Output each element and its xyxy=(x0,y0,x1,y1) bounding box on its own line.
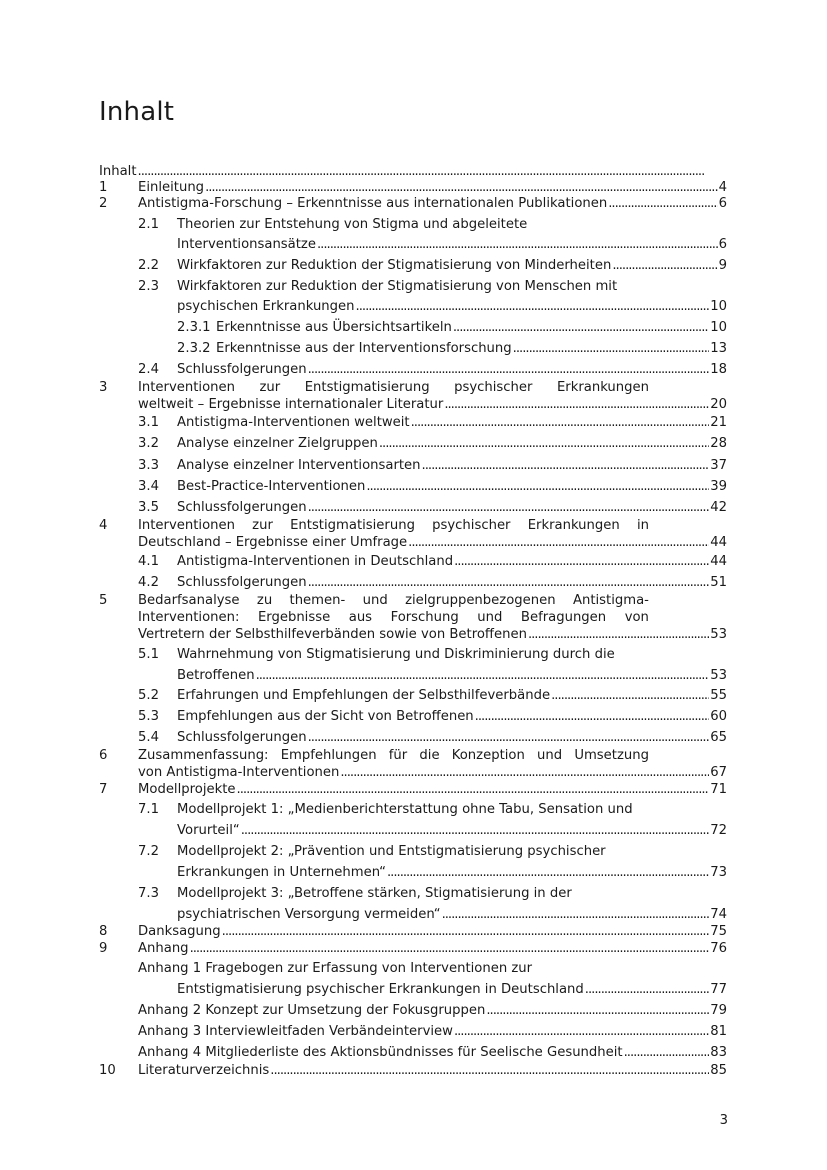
toc-entry-7-1[interactable] xyxy=(177,823,727,839)
dot-leader xyxy=(387,865,709,881)
dot-leader xyxy=(411,415,710,431)
toc-entry-3-3[interactable] xyxy=(177,458,727,474)
toc-page-number: 51 xyxy=(710,575,727,590)
toc-entry-chapter-4[interactable] xyxy=(138,535,727,551)
toc-number: 3.1 xyxy=(138,415,159,430)
toc-entry-einleitung[interactable] xyxy=(138,180,727,196)
toc-number: 3.5 xyxy=(138,500,159,515)
toc-entry-chapter-3[interactable] xyxy=(138,397,727,413)
toc-entry-chapter-9[interactable] xyxy=(138,941,727,957)
toc-entry-text: Schlussfolgerungen xyxy=(177,730,307,745)
toc-entry-text: Schlussfolgerungen xyxy=(177,362,307,377)
dot-leader xyxy=(444,397,709,413)
toc-number: 5.2 xyxy=(138,688,159,703)
toc-entry-text: Best-Practice-Interventionen xyxy=(177,479,366,494)
toc-entry-2-2[interactable] xyxy=(177,258,727,274)
toc-number: 8 xyxy=(99,924,108,939)
toc-entry-text-line2: Interventionen: Ergebnisse aus Forschung und Befragungen von xyxy=(138,610,649,625)
toc-number: 5 xyxy=(99,593,108,608)
toc-entry-text: Erkenntnisse aus der Interventionsforschung xyxy=(216,341,512,356)
dot-leader xyxy=(308,500,710,516)
toc-page-number: 77 xyxy=(710,982,727,997)
dot-leader xyxy=(408,535,709,551)
toc-page-number: 79 xyxy=(710,1003,727,1018)
toc-page-number: 4 xyxy=(718,180,727,195)
toc-entry-5-2[interactable] xyxy=(177,688,727,704)
dot-leader xyxy=(475,709,710,725)
dot-leader xyxy=(454,554,709,570)
toc-entry-text: psychiatrischen Versorgung vermeiden“ xyxy=(177,907,441,922)
dot-leader xyxy=(486,1003,709,1019)
toc-page-number: 39 xyxy=(710,479,727,494)
toc-number: 5.4 xyxy=(138,730,159,745)
toc-entry-text: Anhang 3 Interviewleitfaden Verbändeinterview xyxy=(138,1024,453,1039)
toc-page-number: 6 xyxy=(718,196,727,211)
toc-entry-text: Schlussfolgerungen xyxy=(177,575,307,590)
toc-entry-text: Erkrankungen in Unternehmen“ xyxy=(177,865,386,880)
toc-entry-text: Interventionsansätze xyxy=(177,237,316,252)
toc-entry-text: Antistigma-Forschung – Erkenntnisse aus internationalen Publikationen xyxy=(138,196,608,211)
dot-leader xyxy=(308,730,710,746)
toc-entry-4-2[interactable] xyxy=(177,575,727,591)
toc-entry-2-3-2[interactable] xyxy=(216,341,727,357)
dot-leader xyxy=(222,924,710,940)
toc-entry-inhalt[interactable] xyxy=(99,164,727,180)
toc-entry-5-1[interactable] xyxy=(177,668,727,684)
toc-number: 6 xyxy=(99,748,108,763)
toc-entry-text-line1: Modellprojekt 1: „Medienberichterstattung ohne Tabu, Sensation und xyxy=(177,802,633,817)
toc-entry-text: Inhalt xyxy=(99,164,137,179)
toc-entry-text: Vorurteil“ xyxy=(177,823,240,838)
dot-leader xyxy=(454,1024,709,1040)
toc-entry-text: Analyse einzelner Zielgruppen xyxy=(177,436,378,451)
toc-page-number: 72 xyxy=(710,823,727,838)
dot-leader xyxy=(308,575,710,591)
toc-page-number: 37 xyxy=(710,458,727,473)
toc-entry-chapter-8[interactable] xyxy=(138,924,727,940)
toc-entry-chapter-5[interactable] xyxy=(138,627,727,643)
toc-number: 2.1 xyxy=(138,217,159,232)
toc-number: 3.2 xyxy=(138,436,159,451)
dot-leader xyxy=(356,299,710,315)
dot-leader xyxy=(366,479,709,495)
toc-page-number: 28 xyxy=(710,436,727,451)
toc-entry-text: Erfahrungen und Empfehlungen der Selbsthilfeverbände xyxy=(177,688,551,703)
toc-entry-2-4[interactable] xyxy=(177,362,727,378)
toc-entry-7-3[interactable] xyxy=(177,907,727,923)
toc-page-number: 53 xyxy=(710,668,727,683)
dot-leader xyxy=(612,258,717,274)
toc-entry-text-line1: Bedarfsanalyse zu themen- und zielgruppenbezogenen Antistigma- xyxy=(138,593,649,608)
toc-number: 5.3 xyxy=(138,709,159,724)
toc-entry-text: Antistigma-Interventionen in Deutschland xyxy=(177,554,454,569)
dot-leader xyxy=(340,765,709,781)
toc-page-number: 60 xyxy=(710,709,727,724)
dot-leader xyxy=(237,782,710,798)
dot-leader xyxy=(551,688,709,704)
toc-entry-text: von Antistigma-Interventionen xyxy=(138,765,340,780)
toc-number: 2.3.1 xyxy=(177,320,211,335)
toc-page-number: 13 xyxy=(710,341,727,356)
toc-number: 2.3 xyxy=(138,279,159,294)
toc-entry-text: Entstigmatisierung psychischer Erkrankungen in Deutschland xyxy=(177,982,584,997)
toc-page-number: 20 xyxy=(710,397,727,412)
toc-entry-text: Erkenntnisse aus Übersichtsartikeln xyxy=(216,320,452,335)
toc-entry-text-line1: Zusammenfassung: Empfehlungen für die Konzeption und Umsetzung xyxy=(138,748,649,763)
toc-entry-2-3[interactable] xyxy=(177,299,727,315)
toc-page-number: 83 xyxy=(710,1045,727,1060)
toc-entry-text-line1: Wirkfaktoren zur Reduktion der Stigmatisierung von Menschen mit xyxy=(177,279,618,294)
toc-number: 4.1 xyxy=(138,554,159,569)
toc-entry-text: Wirkfaktoren zur Reduktion der Stigmatisierung von Minderheiten xyxy=(177,258,612,273)
toc-entry-chapter-6[interactable] xyxy=(138,765,727,781)
toc-number: 5.1 xyxy=(138,647,159,662)
toc-page-number: 44 xyxy=(710,554,727,569)
dot-leader xyxy=(442,907,710,923)
toc-entry-text-line1: Modellprojekt 2: „Prävention und Entstigmatisierung psychischer xyxy=(177,844,606,859)
toc-entry-text: Einleitung xyxy=(138,180,205,195)
toc-entry-text-line1: Interventionen zur Entstigmatisierung psychischer Erkrankungen xyxy=(138,380,649,395)
toc-entry-text: Antistigma-Interventionen weltweit xyxy=(177,415,410,430)
toc-page-number: 10 xyxy=(710,299,727,314)
toc-number: 9 xyxy=(99,941,108,956)
dot-leader xyxy=(453,320,709,336)
toc-number: 7.2 xyxy=(138,844,159,859)
toc-entry-text: Anhang 4 Mitgliederliste des Aktionsbündnisses für Seelische Gesundheit xyxy=(138,1045,623,1060)
toc-entry-anhang-2[interactable] xyxy=(138,1003,727,1019)
dot-leader xyxy=(379,436,709,452)
toc-entry-5-3[interactable] xyxy=(177,709,727,725)
toc-entry-chapter-7[interactable] xyxy=(138,782,727,798)
toc-entry-3-5[interactable] xyxy=(177,500,727,516)
toc-page-number: 42 xyxy=(710,500,727,515)
toc-number: 2.4 xyxy=(138,362,159,377)
toc-entry-text: Danksagung xyxy=(138,924,221,939)
page-title: Inhalt xyxy=(99,97,175,127)
toc-entry-text-line1: Anhang 1 Fragebogen zur Erfassung von Interventionen zur xyxy=(138,961,533,976)
toc-number: 4 xyxy=(99,518,108,533)
toc-page-number: 71 xyxy=(710,782,727,797)
dot-leader xyxy=(270,1063,709,1079)
toc-page-number: 65 xyxy=(710,730,727,745)
toc-entry-text: Vertretern der Selbsthilfeverbänden sowie von Betroffenen xyxy=(138,627,527,642)
toc-entry-text: psychischen Erkrankungen xyxy=(177,299,355,314)
dot-leader xyxy=(317,237,718,253)
toc-page-number: 55 xyxy=(710,688,727,703)
toc-number: 3.3 xyxy=(138,458,159,473)
dot-leader xyxy=(308,362,710,378)
toc-entry-text: Anhang xyxy=(138,941,189,956)
toc-page-number: 18 xyxy=(710,362,727,377)
toc-page-number: 73 xyxy=(710,865,727,880)
toc-entry-text: Analyse einzelner Interventionsarten xyxy=(177,458,421,473)
toc-number: 2 xyxy=(99,196,108,211)
toc-entry-3-1[interactable] xyxy=(177,415,727,431)
toc-number: 3 xyxy=(99,380,108,395)
toc-page-number: 53 xyxy=(710,627,727,642)
toc-entry-text: weltweit – Ergebnisse internationaler Literatur xyxy=(138,397,444,412)
toc-page-number: 85 xyxy=(710,1063,727,1078)
toc-number: 4.2 xyxy=(138,575,159,590)
toc-page-number: 6 xyxy=(718,237,727,252)
toc-entry-3-2[interactable] xyxy=(177,436,727,452)
toc-entry-text-line1: Wahrnehmung von Stigmatisierung und Diskriminierung durch die xyxy=(177,647,615,662)
toc-number: 2.2 xyxy=(138,258,159,273)
toc-number: 7 xyxy=(99,782,108,797)
toc-entry-text: Betroffenen xyxy=(177,668,255,683)
toc-entry-2-3-1[interactable] xyxy=(216,320,727,336)
toc-number: 10 xyxy=(99,1063,116,1078)
toc-entry-chapter-2[interactable] xyxy=(138,196,727,212)
dot-leader xyxy=(241,823,710,839)
dot-leader xyxy=(205,180,718,196)
page-number: 3 xyxy=(719,1113,728,1128)
toc-entry-2-1[interactable] xyxy=(177,237,727,253)
toc-entry-text: Literaturverzeichnis xyxy=(138,1063,270,1078)
toc-entry-chapter-10[interactable] xyxy=(138,1063,727,1079)
dot-leader xyxy=(190,941,710,957)
toc-page-number: 44 xyxy=(710,535,727,550)
toc-number: 7.3 xyxy=(138,886,159,901)
toc-entry-4-1[interactable] xyxy=(177,554,727,570)
dot-leader xyxy=(528,627,709,643)
dot-leader xyxy=(608,196,717,212)
toc-page-number: 81 xyxy=(710,1024,727,1039)
toc-page-number: 75 xyxy=(710,924,727,939)
toc-page-number: 10 xyxy=(710,320,727,335)
toc-entry-text-line1: Interventionen zur Entstigmatisierung psychischer Erkrankungen in xyxy=(138,518,649,533)
toc-page-number: 67 xyxy=(710,765,727,780)
dot-leader xyxy=(624,1045,710,1061)
toc-entry-text: Schlussfolgerungen xyxy=(177,500,307,515)
toc-entry-text: Empfehlungen aus der Sicht von Betroffenen xyxy=(177,709,474,724)
toc-entry-5-4[interactable] xyxy=(177,730,727,746)
toc-entry-text: Modellprojekte xyxy=(138,782,236,797)
toc-entry-anhang-1[interactable] xyxy=(177,982,727,998)
toc-page-number: 76 xyxy=(710,941,727,956)
toc-entry-text: Anhang 2 Konzept zur Umsetzung der Fokusgruppen xyxy=(138,1003,486,1018)
toc-entry-text-line1: Modellprojekt 3: „Betroffene stärken, Stigmatisierung in der xyxy=(177,886,572,901)
toc-entry-text-line1: Theorien zur Entstehung von Stigma und abgeleitete xyxy=(177,217,528,232)
toc-page-number: 9 xyxy=(718,258,727,273)
toc-number: 1 xyxy=(99,180,108,195)
toc-entry-text: Deutschland – Ergebnisse einer Umfrage xyxy=(138,535,408,550)
toc-number: 7.1 xyxy=(138,802,159,817)
dot-leader xyxy=(138,164,726,180)
dot-leader xyxy=(422,458,710,474)
toc-page-number: 21 xyxy=(710,415,727,430)
dot-leader xyxy=(513,341,710,357)
toc-entry-3-4[interactable] xyxy=(177,479,727,495)
toc-entry-7-2[interactable] xyxy=(177,865,727,881)
dot-leader xyxy=(256,668,710,684)
toc-number: 3.4 xyxy=(138,479,159,494)
toc-entry-anhang-3[interactable] xyxy=(138,1024,727,1040)
toc-number: 2.3.2 xyxy=(177,341,211,356)
dot-leader xyxy=(585,982,709,998)
toc-page-number: 74 xyxy=(710,907,727,922)
toc-entry-anhang-4[interactable] xyxy=(138,1045,727,1061)
